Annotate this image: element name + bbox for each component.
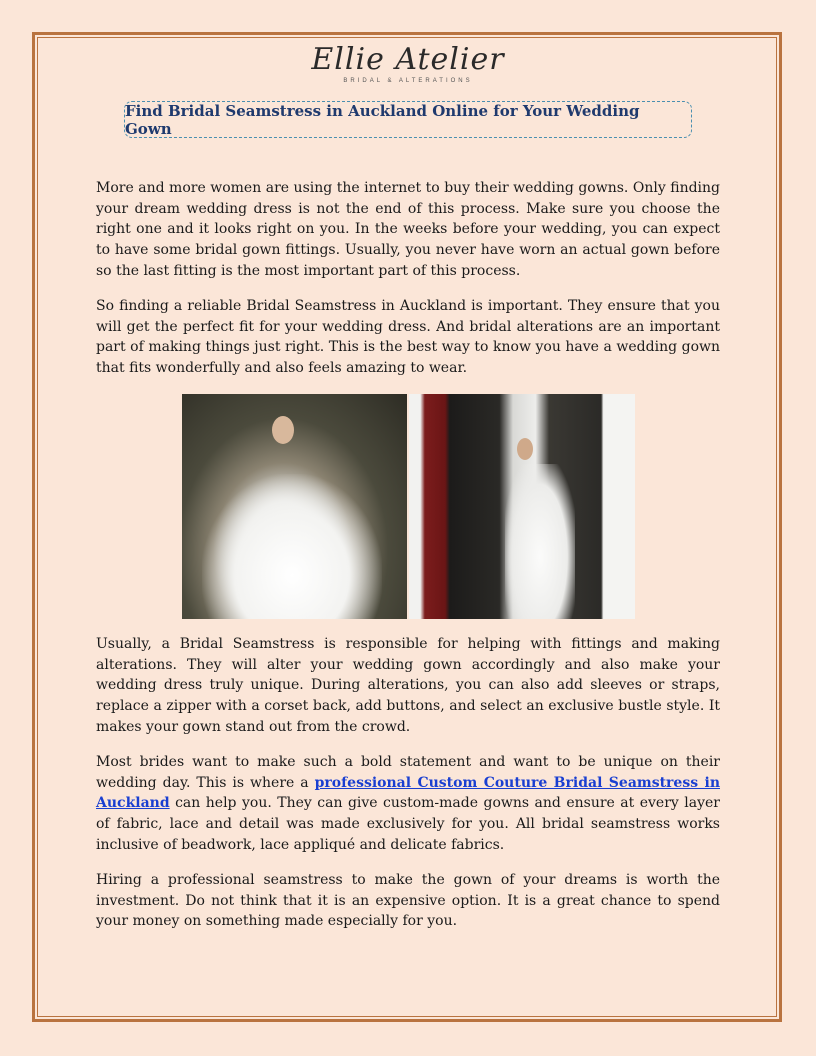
bride-standing-photo [409, 394, 635, 619]
title-box [124, 101, 692, 138]
paragraph-hiring: Hiring a professional seamstress to make the gown of your dreams is worth the investment. Do not think that it is an expensive option. It is a great chance to spend your money on something made especially for you. [96, 872, 720, 930]
bride-head-shape [517, 438, 533, 460]
logo-subtitle: BRIDAL & ALTERATIONS [343, 78, 473, 84]
gown-shape [505, 464, 575, 619]
bride-seated-photo [182, 394, 407, 619]
paragraph-seamstress-role: Usually, a Bridal Seamstress is responsible for helping with fittings and making alterations. They will alter your wedding gown accordingly and also make your wedding dress truly unique. During alterations, you can also add sleeves or straps, replace a zipper with a corset back, add buttons, and select an exclusive bustle style. It makes your gown stand out from the crowd. [96, 636, 720, 735]
paragraph-intro: More and more women are using the internet to buy their wedding gowns. Only finding your dream wedding dress is not the end of this process. Make sure you choose the right one and it looks right on you. In the weeks before your wedding, you can expect to have some bridal gown fittings. Usually, you never have worn an actual gown before so the last fitting is the most important part of this process. [96, 180, 720, 279]
paragraph-reliable-seamstress: So finding a reliable Bridal Seamstress in Auckland is important. They ensure that you will get the perfect fit for your wedding dress. And bridal alterations are an important part of making things just right. This is the best way to know you have a wedding gown that fits wonderfully and also feels amazing to wear. [96, 298, 720, 377]
paragraph-text: can help you. They can give custom-made gowns and ensure at every layer of fabric, lace and detail was made exclusively for you. All bridal seamstress works inclusive of beadwork, lace appliqué and delicate fabrics. [96, 795, 720, 853]
paragraph-bold-statement [96, 752, 720, 856]
custom-couture-link[interactable]: professional Custom Couture Bridal Seamstress in Auckland [96, 774, 720, 812]
bride-head-shape [272, 416, 294, 444]
paragraph-text: Most brides want to make such a bold statement and want to be unique on their wedding day. This is where a [96, 754, 720, 791]
brand-logo [0, 40, 816, 84]
page-title: Find Bridal Seamstress in Auckland Online for Your Wedding Gown [125, 101, 640, 138]
logo-script-text: Ellie Atelier [311, 42, 505, 77]
gown-shape [202, 474, 382, 619]
